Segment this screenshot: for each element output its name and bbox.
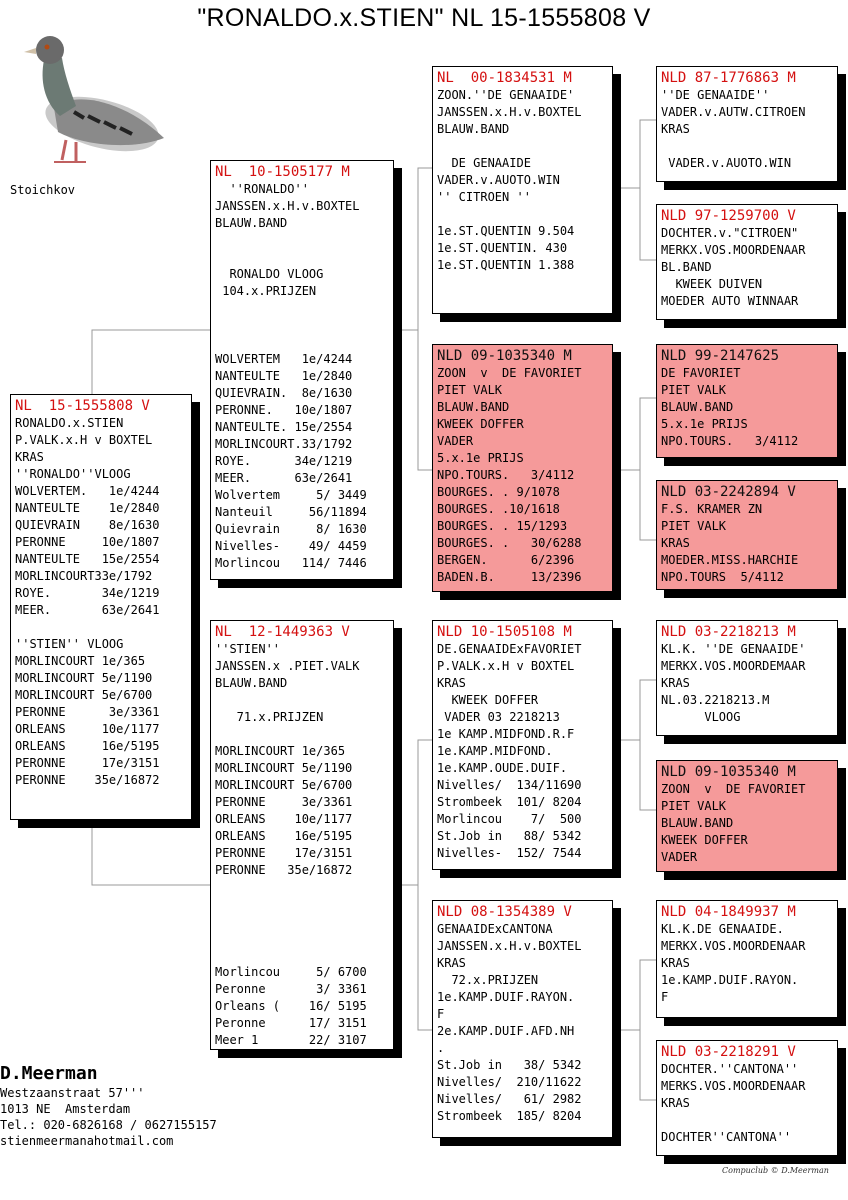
ring-number: NLD 99-2147625	[661, 348, 780, 364]
ring-number: NL 10-1505177 M	[215, 164, 350, 180]
father-card	[210, 160, 394, 580]
card-details: KL.K. ''DE GENAAIDE' MERKX.VOS.MOORDEMAAR KRAS NL.03.2218213.M VLOOG	[661, 642, 806, 724]
grandsire-maternal-card	[432, 620, 613, 870]
card-details: ZOON v DE FAVORIET PIET VALK BLAUW.BAND KWEEK DOFFER VADER	[661, 782, 806, 864]
great-grandparent-card-3	[656, 344, 838, 458]
pigeon-name: Stoichkov	[10, 183, 76, 197]
ring-number: NLD 09-1035340 M	[437, 348, 572, 364]
ring-number: NL 00-1834531 M	[437, 70, 572, 86]
ring-number: NLD 03-2242894 V	[661, 484, 796, 500]
page-title: "RONALDO.x.STIEN" NL 15-1555808 V	[197, 4, 651, 32]
card-details: RONALDO.x.STIEN P.VALK.x.H v BOXTEL KRAS ''RONALDO''VLOOG WOLVERTEM. 1e/4244 NANTEULTE 1e/2840 QUIEVRAIN 8e/1630 PERONNE 10e/1807 NANTEULTE 15e/2554 MORLINCOURT33e/1792 ROYE. 34e/1219 MEER. 63e/2641 ''STIEN'' VLOOG MORLINCOURT 1e/365 MORLINCOURT 5e/1190 MORLINCOURT 5e/6700 PERONNE 3e/3361 ORLEANS 10e/1177 ORLEANS 16e/5195 PERONNE 17e/3151 PERONNE 35e/16872	[15, 416, 160, 787]
owner-contact	[0, 1063, 217, 1149]
ring-number: NLD 08-1354389 V	[437, 904, 572, 920]
ring-number: NL 15-1555808 V	[15, 398, 150, 414]
ring-number: NLD 03-2218213 M	[661, 624, 796, 640]
ring-number: NLD 03-2218291 V	[661, 1044, 796, 1060]
card-details: GENAAIDExCANTONA JANSSEN.x.H.v.BOXTEL KRAS 72.x.PRIJZEN 1e.KAMP.DUIF.RAYON. F 2e.KAMP.DUIF.AFD.NH . St.Job in 38/ 5342 Nivelles/ 210/11622 Nivelles/ 61/ 2982 Strombeek 185/ 8204	[437, 922, 582, 1123]
card-details: ''DE GENAAIDE'' VADER.v.AUTW.CITROEN KRAS VADER.v.AUOTO.WIN	[661, 88, 806, 170]
card-details: DE.GENAAIDExFAVORIET P.VALK.x.H v BOXTEL KRAS KWEEK DOFFER VADER 03 2218213 1e KAMP.MIDFOND.R.F 1e.KAMP.MIDFOND. 1e.KAMP.OUDE.DUIF. Nivelles/ 134/11690 Strombeek 101/ 8204 Morlincou 7/ 500 St.Job in 88/ 5342 Nivelles- 152/ 7544	[437, 642, 582, 860]
card-details: DOCHTER.''CANTONA'' MERKS.VOS.MOORDENAAR KRAS DOCHTER''CANTONA''	[661, 1062, 806, 1144]
owner-address: Westzaanstraat 57'''	[0, 1086, 145, 1100]
card-details: DOCHTER.v."CITROEN" MERKX.VOS.MOORDENAAR BL.BAND KWEEK DUIVEN MOEDER AUTO WINNAAR	[661, 226, 806, 308]
great-grandparent-card-7	[656, 900, 838, 1018]
mother-card	[210, 620, 394, 1050]
owner-email: stienmeermanahotmail.com	[0, 1134, 174, 1148]
ring-number: NLD 97-1259700 V	[661, 208, 796, 224]
ring-number: NLD 09-1035340 M	[661, 764, 796, 780]
ring-number: NLD 04-1849937 M	[661, 904, 796, 920]
credit-footer: Compuclub © D.Meerman	[722, 1166, 829, 1175]
card-details: ZOON v DE FAVORIET PIET VALK BLAUW.BAND KWEEK DOFFER VADER 5.x.1e PRIJS NPO.TOURS. 3/4112 BOURGES. . 9/1078 BOURGES. .10/1618 BOURGES. . 15/1293 BOURGES. . 30/6288 BERGEN. 6/2396 BADEN.B. 13/2396	[437, 366, 582, 584]
great-grandparent-card-6	[656, 760, 838, 872]
ring-number: NLD 10-1505108 M	[437, 624, 572, 640]
card-details: ZOON.''DE GENAAIDE' JANSSEN.x.H.v.BOXTEL BLAUW.BAND DE GENAAIDE VADER.v.AUOTO.WIN '' CITROEN '' 1e.ST.QUENTIN 9.504 1e.ST.QUENTIN. 430 1e.ST.QUENTIN 1.388	[437, 88, 582, 272]
card-details: ''STIEN'' JANSSEN.x .PIET.VALK BLAUW.BAND 71.x.PRIJZEN MORLINCOURT 1e/365 MORLINCOURT 5e/1190 MORLINCOURT 5e/6700 PERONNE 3e/3361 ORLEANS 10e/1177 ORLEANS 16e/5195 PERONNE 17e/3151 PERONNE 35e/16872 Morlincou 5/ 6700 Peronne 3/ 3361 Orleans ( 16/ 5195 Peronne 17/ 3151 Meer 1 22/ 3107	[215, 642, 367, 1047]
owner-name: D.Meerman	[0, 1063, 98, 1084]
granddam-maternal-card	[432, 900, 613, 1138]
card-details: ''RONALDO'' JANSSEN.x.H.v.BOXTEL BLAUW.BAND RONALDO VLOOG 104.x.PRIJZEN WOLVERTEM 1e/4244 NANTEULTE 1e/2840 QUIEVRAIN. 8e/1630 PERONNE. 10e/1807 NANTEULTE. 15e/2554 MORLINCOURT.33/1792 ROYE. 34e/1219 MEER. 63e/2641 Wolvertem 5/ 3449 Nanteuil 56/11894 Quievrain 8/ 1630 Nivelles- 49/ 4459 Morlincou 114/ 7446	[215, 182, 367, 570]
granddam-paternal-card	[432, 344, 613, 592]
great-grandparent-card-2	[656, 204, 838, 320]
great-grandparent-card-5	[656, 620, 838, 736]
owner-phone: Tel.: 020-6826168 / 0627155157	[0, 1118, 217, 1132]
subject-card	[10, 394, 192, 820]
owner-city: 1013 NE Amsterdam	[0, 1102, 131, 1116]
ring-number: NL 12-1449363 V	[215, 624, 350, 640]
ring-number: NLD 87-1776863 M	[661, 70, 796, 86]
great-grandparent-card-1	[656, 66, 838, 182]
card-details: F.S. KRAMER ZN PIET VALK KRAS MOEDER.MISS.HARCHIE NPO.TOURS 5/4112	[661, 502, 799, 584]
grandsire-paternal-card	[432, 66, 613, 314]
great-grandparent-card-8	[656, 1040, 838, 1156]
great-grandparent-card-4	[656, 480, 838, 590]
card-details: KL.K.DE GENAAIDE. MERKX.VOS.MOORDENAAR KRAS 1e.KAMP.DUIF.RAYON. F	[661, 922, 806, 1004]
card-details: DE FAVORIET PIET VALK BLAUW.BAND 5.x.1e PRIJS NPO.TOURS. 3/4112	[661, 366, 799, 448]
